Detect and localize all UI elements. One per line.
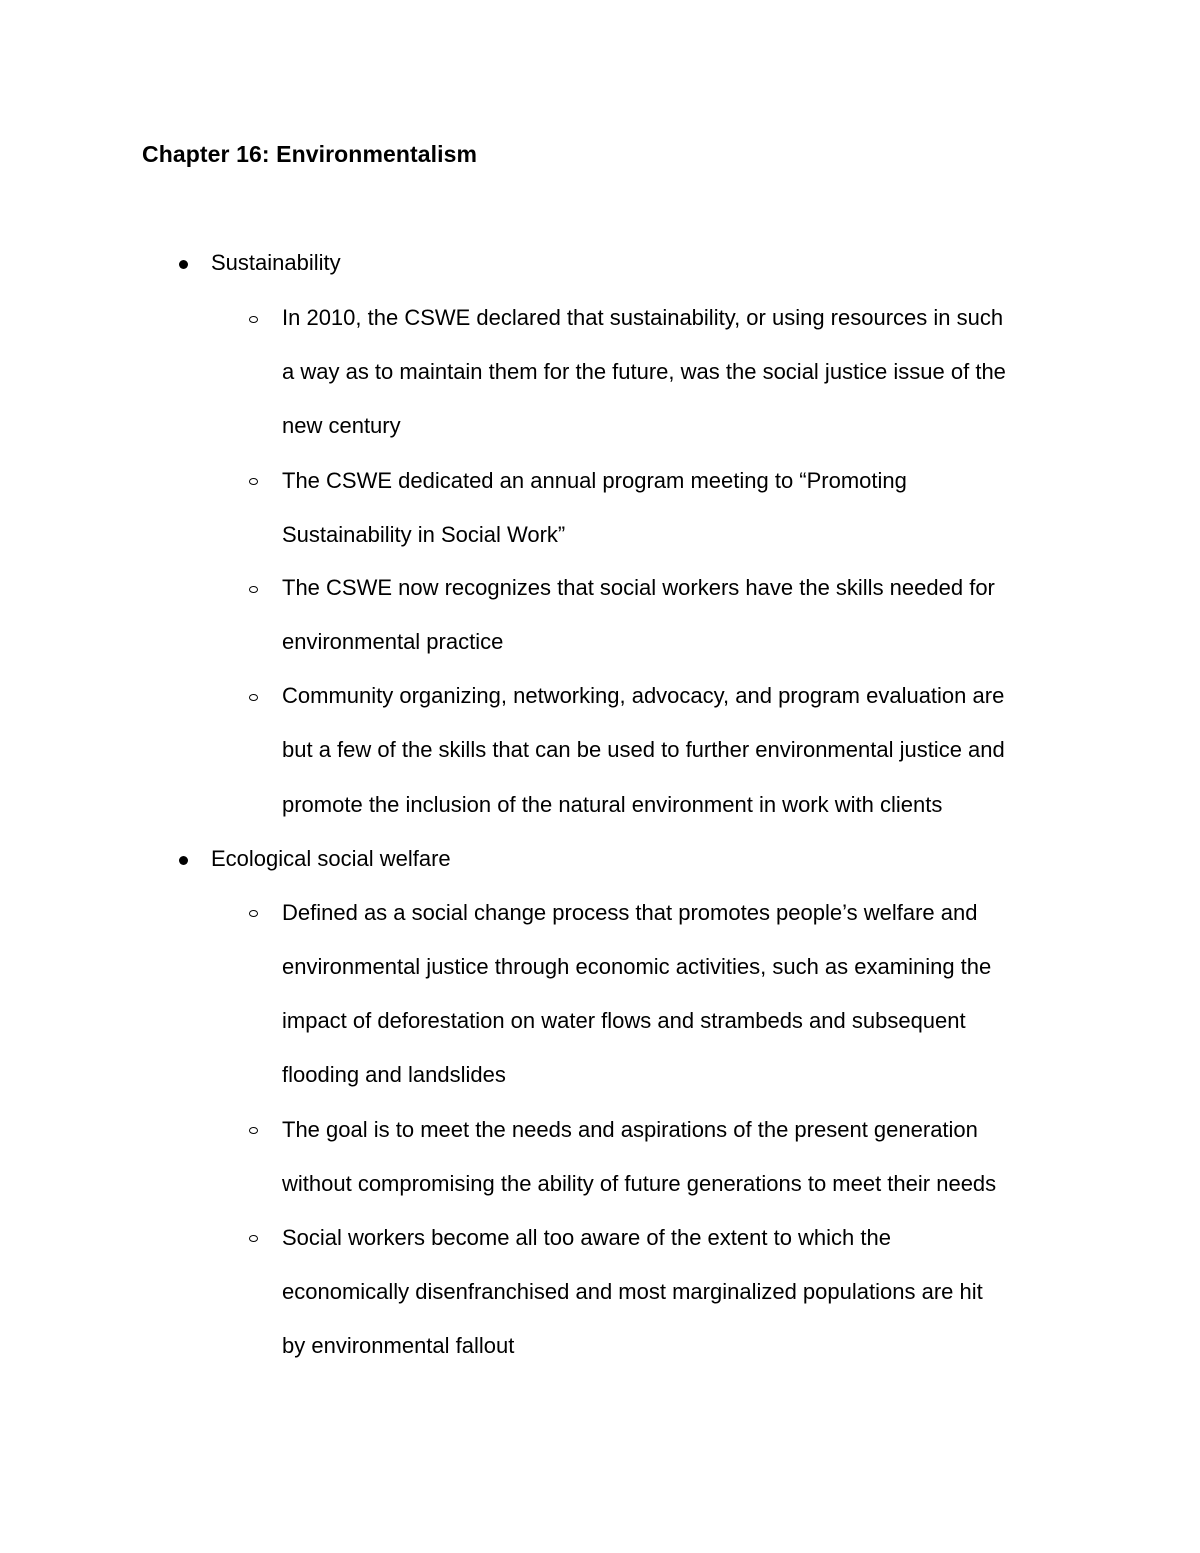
bullet-circle-icon [249, 478, 258, 485]
bullet-dot-icon [179, 260, 188, 269]
bullet-circle-icon [249, 1127, 258, 1134]
list-item-line: by environmental fallout [282, 1333, 515, 1358]
list-item-line: The goal is to meet the needs and aspirations of the present generation [282, 1117, 978, 1142]
list-item-line: impact of deforestation on water flows and strambeds and subsequent [282, 1008, 966, 1033]
list-item-line: Sustainability in Social Work” [282, 522, 566, 547]
list-item-line: The CSWE dedicated an annual program meeting to “Promoting [282, 468, 907, 493]
page-title: Chapter 16: Environmentalism [142, 141, 478, 167]
list-item-line: economically disenfranchised and most marginalized populations are hit [282, 1279, 983, 1304]
bullet-circle-icon [249, 316, 258, 323]
bullet-circle-icon [249, 586, 258, 593]
list-item-line: without compromising the ability of future generations to meet their needs [282, 1171, 997, 1196]
list-item-line: The CSWE now recognizes that social workers have the skills needed for [282, 575, 995, 600]
section-heading: Ecological social welfare [211, 846, 451, 871]
list-item-line: new century [282, 413, 401, 438]
list-item-line: Social workers become all too aware of the extent to which the [282, 1225, 891, 1250]
list-item-line: In 2010, the CSWE declared that sustainability, or using resources in such [282, 305, 1004, 330]
list-item-line: environmental justice through economic activities, such as examining the [282, 954, 992, 979]
list-item-line: environmental practice [282, 629, 504, 654]
list-item-line: Defined as a social change process that promotes people’s welfare and [282, 900, 978, 925]
bullet-circle-icon [249, 910, 258, 917]
list-item-line: promote the inclusion of the natural environment in work with clients [282, 792, 943, 817]
list-item-line: a way as to maintain them for the future, was the social justice issue of the [282, 359, 1006, 384]
list-item-line: but a few of the skills that can be used to further environmental justice and [282, 737, 1005, 762]
list-item-line: Community organizing, networking, advocacy, and program evaluation are [282, 683, 1005, 708]
bullet-dot-icon [179, 856, 188, 865]
bullet-circle-icon [249, 694, 258, 701]
bullet-circle-icon [249, 1235, 258, 1242]
section-heading: Sustainability [211, 250, 341, 275]
list-item-line: flooding and landslides [282, 1062, 506, 1087]
